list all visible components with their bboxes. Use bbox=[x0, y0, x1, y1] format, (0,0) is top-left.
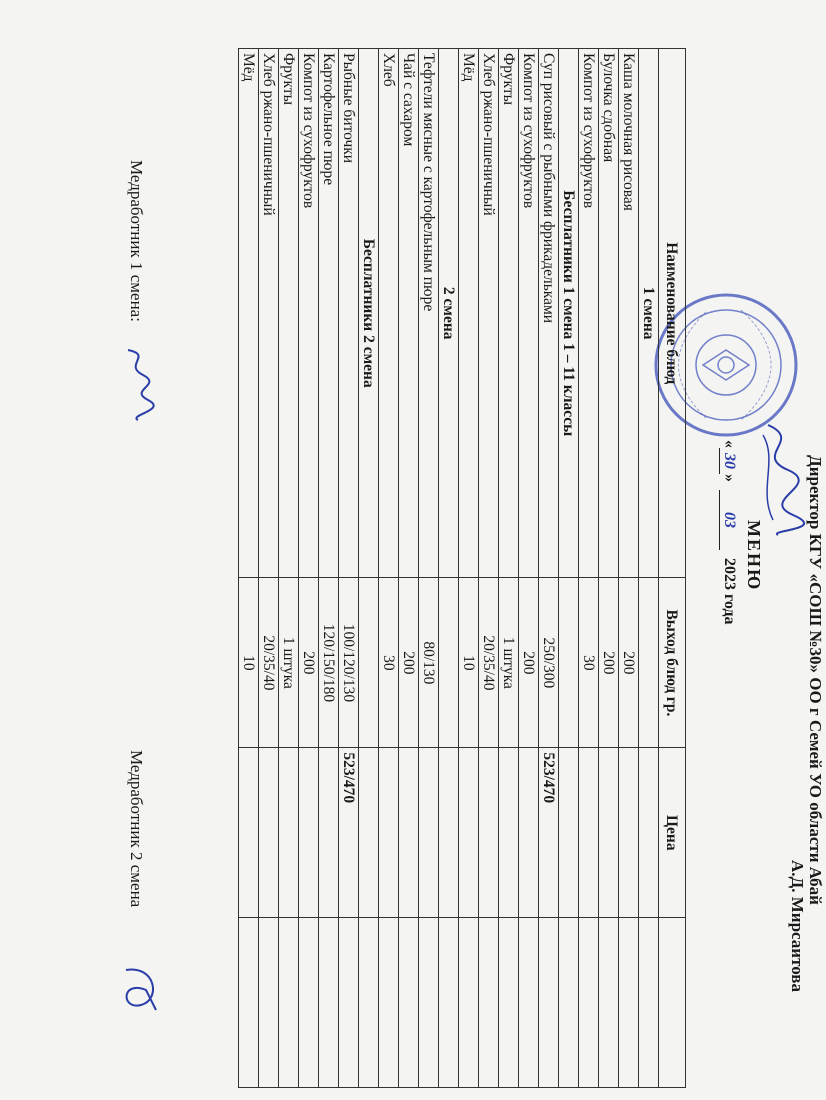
empty-cell bbox=[319, 918, 339, 1088]
empty-cell bbox=[359, 748, 379, 918]
empty-cell bbox=[559, 748, 579, 918]
menu-title: МЕНЮ bbox=[744, 520, 764, 592]
dish-price bbox=[479, 748, 499, 918]
dish-output: 100/120/130 bbox=[339, 578, 359, 748]
empty-cell bbox=[519, 918, 539, 1088]
dish-output: 200 bbox=[599, 578, 619, 748]
dish-price bbox=[379, 748, 399, 918]
dish-price bbox=[579, 748, 599, 918]
dish-output: 200 bbox=[519, 578, 539, 748]
empty-cell bbox=[439, 578, 459, 748]
dish-output: 1 штука bbox=[279, 578, 299, 748]
table-row bbox=[319, 49, 339, 1088]
date-close-quote: » bbox=[721, 474, 738, 482]
dish-price bbox=[279, 748, 299, 918]
dish-output: 200 bbox=[299, 578, 319, 748]
table-row bbox=[419, 49, 439, 1088]
section-title: Бесплатники 2 смена bbox=[359, 49, 379, 578]
dish-output: 80/130 bbox=[419, 578, 439, 748]
empty-cell bbox=[399, 918, 419, 1088]
dish-name: Рыбные биточки bbox=[339, 49, 359, 578]
empty-cell bbox=[379, 918, 399, 1088]
table-row bbox=[499, 49, 519, 1088]
dish-name: Чай с сахаром bbox=[399, 49, 419, 578]
dish-name: Хлеб bbox=[379, 49, 399, 578]
dish-price: 523/470 bbox=[539, 748, 559, 918]
dish-output: 30 bbox=[379, 578, 399, 748]
empty-cell bbox=[419, 918, 439, 1088]
empty-cell bbox=[619, 918, 639, 1088]
empty-cell bbox=[439, 748, 459, 918]
medic2-signature bbox=[116, 960, 166, 1020]
dish-price bbox=[299, 748, 319, 918]
dish-name: Суп рисовый с рыбными фрикадельками bbox=[539, 49, 559, 578]
dish-name: Фрукты bbox=[279, 49, 299, 578]
empty-cell bbox=[299, 918, 319, 1088]
director-name: А.Д. Мирсаитова bbox=[788, 860, 807, 992]
dish-name: Компот из сухофруктов bbox=[519, 49, 539, 578]
dish-price bbox=[319, 748, 339, 918]
medic-shift1-label: Медработник 1 смена: bbox=[127, 160, 146, 322]
table-row bbox=[479, 49, 499, 1088]
dish-output: 200 bbox=[619, 578, 639, 748]
menu-date bbox=[719, 440, 738, 625]
dish-output: 1 штука bbox=[499, 578, 519, 748]
dish-output: 200 bbox=[399, 578, 419, 748]
table-row bbox=[539, 49, 559, 1088]
dish-output: 20/35/40 bbox=[479, 578, 499, 748]
table-row bbox=[259, 49, 279, 1088]
dish-name: Компот из сухофруктов bbox=[299, 49, 319, 578]
table-row bbox=[399, 49, 419, 1088]
table-row bbox=[239, 49, 259, 1088]
empty-cell bbox=[639, 748, 659, 918]
table-row bbox=[519, 49, 539, 1088]
dish-price bbox=[419, 748, 439, 918]
table-header-row bbox=[659, 49, 686, 1088]
dish-name: Хлеб ржано-пшеничный bbox=[259, 49, 279, 578]
empty-cell bbox=[559, 918, 579, 1088]
empty-cell bbox=[639, 578, 659, 748]
empty-cell bbox=[339, 918, 359, 1088]
dish-price bbox=[399, 748, 419, 918]
empty-cell bbox=[479, 918, 499, 1088]
table-row bbox=[299, 49, 319, 1088]
dish-price bbox=[599, 748, 619, 918]
dish-output: 30 bbox=[579, 578, 599, 748]
table-row bbox=[619, 49, 639, 1088]
medic1-signature bbox=[118, 345, 158, 425]
dish-name: Мёд bbox=[239, 49, 259, 578]
section-row bbox=[359, 49, 379, 1088]
director-line: Директор КГУ «СОШ №30» ОО г Семей УО области Абай bbox=[806, 455, 825, 905]
dish-price bbox=[239, 748, 259, 918]
empty-cell bbox=[539, 918, 559, 1088]
dish-name: Булочка сдобная bbox=[599, 49, 619, 578]
header-dish-name: Наименование блюд bbox=[659, 49, 686, 578]
table-row bbox=[379, 49, 399, 1088]
medic-shift2-label: Медработник 2 смена bbox=[127, 750, 146, 908]
dish-name: Хлеб ржано-пшеничный bbox=[479, 49, 499, 578]
section-row bbox=[439, 49, 459, 1088]
dish-output: 120/150/180 bbox=[319, 578, 339, 748]
empty-cell bbox=[439, 918, 459, 1088]
dish-name: Компот из сухофруктов bbox=[579, 49, 599, 578]
table-row bbox=[279, 49, 299, 1088]
table-row bbox=[599, 49, 619, 1088]
header-price: Цена bbox=[659, 748, 686, 918]
dish-output: 10 bbox=[459, 578, 479, 748]
table-row bbox=[339, 49, 359, 1088]
dish-price bbox=[519, 748, 539, 918]
dish-price bbox=[459, 748, 479, 918]
dish-name: Картофельное пюре bbox=[319, 49, 339, 578]
dish-output: 20/35/40 bbox=[259, 578, 279, 748]
dish-output: 250/300 bbox=[539, 578, 559, 748]
date-month: 03 bbox=[719, 490, 738, 550]
header-extra bbox=[659, 918, 686, 1088]
date-open-quote: « bbox=[721, 440, 738, 448]
menu-table bbox=[238, 48, 686, 1088]
table-row bbox=[579, 49, 599, 1088]
dish-name: Фрукты bbox=[499, 49, 519, 578]
section-row bbox=[559, 49, 579, 1088]
empty-cell bbox=[639, 918, 659, 1088]
dish-name: Тефтели мясные с картофельным пюре bbox=[419, 49, 439, 578]
empty-cell bbox=[239, 918, 259, 1088]
date-year: 2023 года bbox=[721, 558, 738, 625]
section-title: Бесплатники 1 смена 1 – 11 классы bbox=[559, 49, 579, 578]
empty-cell bbox=[579, 918, 599, 1088]
dish-price: 523/470 bbox=[339, 748, 359, 918]
dish-price bbox=[259, 748, 279, 918]
empty-cell bbox=[259, 918, 279, 1088]
empty-cell bbox=[599, 918, 619, 1088]
section-row bbox=[639, 49, 659, 1088]
dish-name: Каша молочная рисовая bbox=[619, 49, 639, 578]
section-title: 1 смена bbox=[639, 49, 659, 578]
empty-cell bbox=[459, 918, 479, 1088]
dish-output: 10 bbox=[239, 578, 259, 748]
dish-name: Мёд bbox=[459, 49, 479, 578]
header-output: Выход блюд гр. bbox=[659, 578, 686, 748]
empty-cell bbox=[359, 918, 379, 1088]
dish-price bbox=[499, 748, 519, 918]
empty-cell bbox=[279, 918, 299, 1088]
table-row bbox=[459, 49, 479, 1088]
dish-price bbox=[619, 748, 639, 918]
date-day: 30 bbox=[719, 448, 738, 474]
empty-cell bbox=[499, 918, 519, 1088]
empty-cell bbox=[559, 578, 579, 748]
section-title: 2 смена bbox=[439, 49, 459, 578]
empty-cell bbox=[359, 578, 379, 748]
